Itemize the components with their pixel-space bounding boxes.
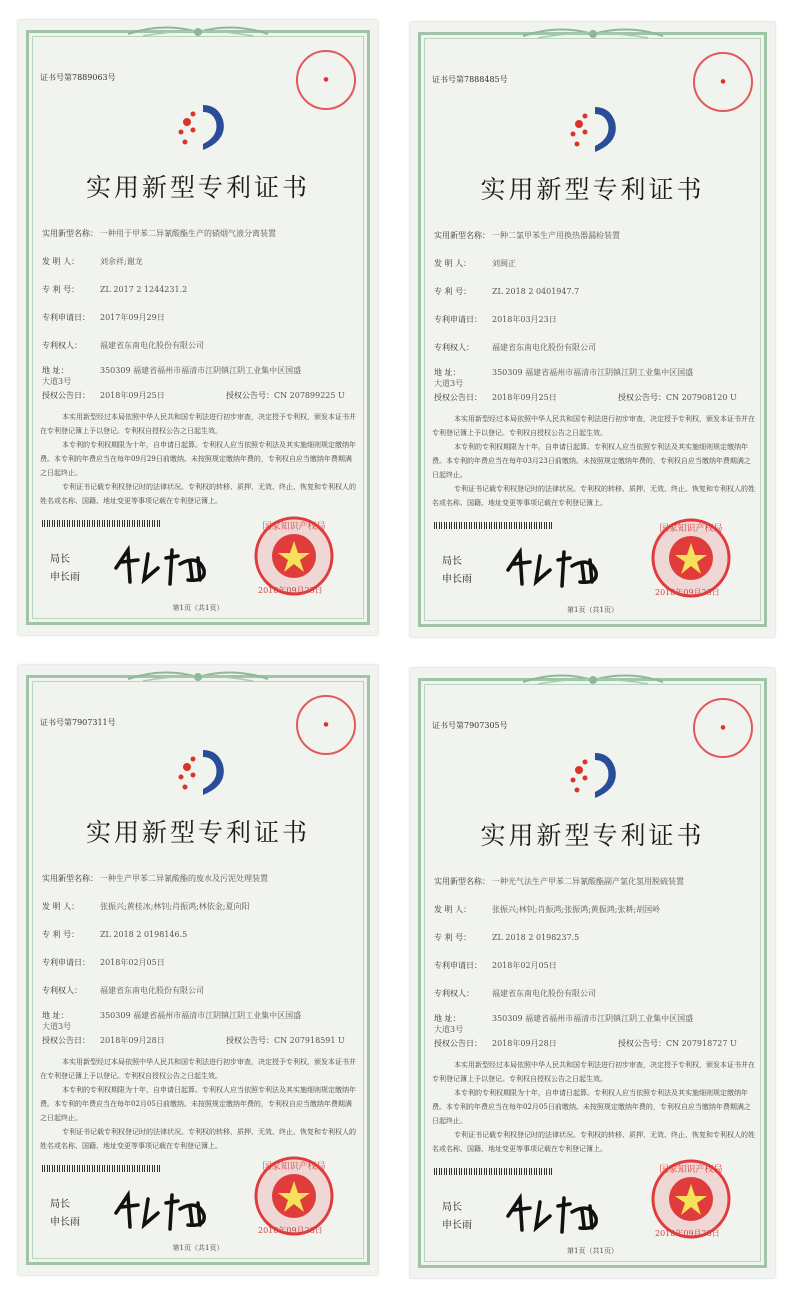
- red-stamp-icon: ●: [296, 695, 356, 755]
- certificate-paragraph-3: 专利证书记载专利权登记时的法律状况。专利权的转移、质押、无效、终止、恢复和专利权人的姓名或名称、国籍、地址变更等事项记载在专利登记簿上。: [40, 483, 356, 505]
- red-stamp-icon: ●: [693, 52, 753, 112]
- utility-model-name-row: 实用新型名称： 一种光气法生产甲苯二异氰酸酯副产氯化氢用脱硫装置: [434, 877, 684, 886]
- certificate-paragraph-2: 本专利的专利权期限为十年，自申请日起算。专利权人应当依照专利法及其实施细则规定缴纳年费。本专利的年费应当在每年02月05日前缴纳。未按照规定缴纳年费的，专利权自应当缴纳年费期满之日起终止。: [432, 1089, 751, 1125]
- inventor-row: 发 明 人： 张振兴;林钊;肖振鸿;张振鸿;黄振鸿;张耕;胡国岭: [434, 905, 661, 914]
- utility-model-name-row: 实用新型名称： 一种生产甲苯二异氰酸酯的废水及污泥处理装置: [42, 874, 268, 883]
- patent-office-logo-icon: [173, 745, 233, 800]
- patentee-row: 专利权人： 福建省东南电化股份有限公司: [42, 341, 204, 350]
- ornament-icon: [123, 667, 273, 687]
- ornament-icon: [123, 22, 273, 42]
- barcode: [42, 520, 160, 527]
- signature-icon: [500, 1188, 610, 1238]
- certificate-paragraph-2: 本专利的专利权期限为十年，自申请日起算。专利权人应当依照专利法及其实施细则规定缴纳年费。本专利的年费应当在每年02月05日前缴纳。未按照规定缴纳年费的，专利权自应当缴纳年费期满之日起终止。: [40, 1086, 356, 1122]
- director-title: 局长: [50, 1199, 70, 1210]
- patent-certificate: [410, 22, 775, 637]
- signature-icon: [500, 542, 610, 592]
- seal-text: 国家知识产权局: [262, 522, 326, 532]
- patent-office-logo-icon: [173, 100, 233, 155]
- barcode: [434, 1168, 552, 1175]
- ornament-icon: [518, 670, 668, 690]
- address-row: 地 址： 350309 福建省福州市福清市江阴镇江阴工业集中区国盛大道3号: [434, 1014, 694, 1034]
- utility-model-name-row: 实用新型名称： 一种用于甲苯二异氰酸酯生产的硝烟气液分离装置: [42, 229, 276, 238]
- page-footer: 第1页（共1页）: [567, 606, 618, 614]
- barcode: [434, 522, 552, 529]
- filing-date-row: 专利申请日： 2018年02月05日: [42, 958, 165, 967]
- inventor-row: 发 明 人： 刘闽正: [434, 259, 516, 268]
- grant-date-row: 授权公告日： 2018年09月28日: [434, 1039, 557, 1048]
- publication-number-row: 授权公告号：CN 207918591 U: [226, 1036, 345, 1045]
- certificate-number: 证书号第7888485号: [432, 75, 508, 84]
- patent-office-logo-icon: [565, 748, 625, 803]
- grant-date-row: 授权公告日： 2018年09月25日: [42, 391, 165, 400]
- ornament-icon: [518, 24, 668, 44]
- patent-certificate: [410, 668, 775, 1278]
- seal-text: 国家知识产权局: [262, 1162, 326, 1172]
- patent-number-row: 专 利 号： ZL 2018 2 0198237.5: [434, 933, 580, 942]
- page-footer: 第1页（共1页）: [567, 1247, 618, 1255]
- patent-certificate: [18, 20, 378, 635]
- red-stamp-icon: ●: [296, 50, 356, 110]
- publication-number-row: 授权公告号：CN 207918727 U: [618, 1039, 737, 1048]
- signature-icon: [108, 540, 218, 590]
- patentee-row: 专利权人： 福建省东南电化股份有限公司: [42, 986, 204, 995]
- patent-office-logo-icon: [565, 102, 625, 157]
- certificate-number: 证书号第7907305号: [432, 721, 508, 730]
- grant-date-row: 授权公告日： 2018年09月25日: [434, 393, 557, 402]
- filing-date-row: 专利申请日： 2017年09月29日: [42, 313, 165, 322]
- certificate-title: 实用新型专利证书: [480, 821, 705, 850]
- filing-date-row: 专利申请日： 2018年03月23日: [434, 315, 557, 324]
- seal-date: 2018年09月25日: [258, 586, 323, 595]
- director-title: 局长: [50, 554, 70, 565]
- publication-number-row: 授权公告号：CN 207899225 U: [226, 391, 345, 400]
- certificate-paragraph-1: 本实用新型经过本局依照中华人民共和国专利法进行初步审查，决定授予专利权，颁发本证书并在专利登记簿上予以登记。专利权自授权公告之日起生效。: [432, 1061, 755, 1083]
- patent-certificate: [18, 665, 378, 1275]
- certificate-number: 证书号第7907311号: [40, 718, 116, 727]
- director-name: 申长雨: [50, 572, 80, 583]
- director-title: 局长: [442, 556, 462, 567]
- certificate-paragraph-3: 专利证书记载专利权登记时的法律状况。专利权的转移、质押、无效、终止、恢复和专利权人的姓名或名称、国籍、地址变更等事项记载在专利登记簿上。: [40, 1128, 356, 1150]
- certificate-paragraph-2: 本专利的专利权期限为十年，自申请日起算。专利权人应当依照专利法及其实施细则规定缴纳年费。本专利的年费应当在每年09月29日前缴纳。未按照规定缴纳年费的，专利权自应当缴纳年费期满之日起终止。: [40, 441, 356, 477]
- certificate-paragraph-3: 专利证书记载专利权登记时的法律状况。专利权的转移、质押、无效、终止、恢复和专利权人的姓名或名称、国籍、地址变更等事项记载在专利登记簿上。: [432, 485, 755, 507]
- utility-model-name-row: 实用新型名称： 一种二氯甲苯生产用换热器漏检装置: [434, 231, 620, 240]
- certificate-paragraph-1: 本实用新型经过本局依照中华人民共和国专利法进行初步审查，决定授予专利权，颁发本证书并在专利登记簿上予以登记。专利权自授权公告之日起生效。: [432, 415, 755, 437]
- red-stamp-icon: ●: [693, 698, 753, 758]
- seal-text: 国家知识产权局: [659, 524, 723, 534]
- seal-date: 2018年09月28日: [655, 1229, 720, 1238]
- patentee-row: 专利权人： 福建省东南电化股份有限公司: [434, 343, 596, 352]
- seal-date: 2018年09月28日: [258, 1226, 323, 1235]
- patent-number-row: 专 利 号： ZL 2017 2 1244231.2: [42, 285, 188, 294]
- patentee-row: 专利权人： 福建省东南电化股份有限公司: [434, 989, 596, 998]
- filing-date-row: 专利申请日： 2018年02月05日: [434, 961, 557, 970]
- signature-icon: [108, 1185, 218, 1235]
- certificate-paragraph-1: 本实用新型经过本局依照中华人民共和国专利法进行初步审查，决定授予专利权，颁发本证书并在专利登记簿上予以登记。专利权自授权公告之日起生效。: [40, 1058, 356, 1080]
- address-row: 地 址： 350309 福建省福州市福清市江阴镇江阴工业集中区国盛大道3号: [42, 366, 302, 386]
- page-footer: 第1页（共1页）: [172, 604, 224, 612]
- director-name: 申长雨: [50, 1217, 80, 1228]
- certificate-title: 实用新型专利证书: [85, 818, 310, 847]
- certificate-paragraph-1: 本实用新型经过本局依照中华人民共和国专利法进行初步审查，决定授予专利权，颁发本证书并在专利登记簿上予以登记。专利权自授权公告之日起生效。: [40, 413, 356, 435]
- patent-number-row: 专 利 号： ZL 2018 2 0198146.5: [42, 930, 188, 939]
- publication-number-row: 授权公告号：CN 207908120 U: [618, 393, 737, 402]
- inventor-row: 发 明 人： 张振兴;黄桂冰;林钊;肖振鸿;林依金;夏向阳: [42, 902, 250, 911]
- director-title: 局长: [442, 1202, 462, 1213]
- address-row: 地 址： 350309 福建省福州市福清市江阴镇江阴工业集中区国盛大道3号: [42, 1011, 302, 1031]
- grant-date-row: 授权公告日： 2018年09月28日: [42, 1036, 165, 1045]
- address-row: 地 址： 350309 福建省福州市福清市江阴镇江阴工业集中区国盛大道3号: [434, 368, 694, 388]
- certificate-paragraph-2: 本专利的专利权期限为十年，自申请日起算。专利权人应当依照专利法及其实施细则规定缴纳年费。本专利的年费应当在每年03月23日前缴纳。未按照规定缴纳年费的，专利权自应当缴纳年费期满之日起终止。: [432, 443, 751, 479]
- patent-number-row: 专 利 号： ZL 2018 2 0401947.7: [434, 287, 580, 296]
- barcode: [42, 1165, 160, 1172]
- certificate-paragraph-3: 专利证书记载专利权登记时的法律状况。专利权的转移、质押、无效、终止、恢复和专利权人的姓名或名称、国籍、地址变更等事项记载在专利登记簿上。: [432, 1131, 755, 1153]
- director-name: 申长雨: [442, 1220, 472, 1231]
- seal-text: 国家知识产权局: [659, 1165, 723, 1175]
- page-footer: 第1页（共1页）: [172, 1244, 224, 1252]
- certificate-title: 实用新型专利证书: [85, 173, 310, 202]
- director-name: 申长雨: [442, 574, 472, 585]
- certificate-title: 实用新型专利证书: [480, 175, 705, 204]
- inventor-row: 发 明 人： 刘余祥;谢龙: [42, 257, 143, 266]
- certificate-number: 证书号第7889063号: [40, 73, 116, 82]
- seal-date: 2018年09月25日: [655, 588, 720, 597]
